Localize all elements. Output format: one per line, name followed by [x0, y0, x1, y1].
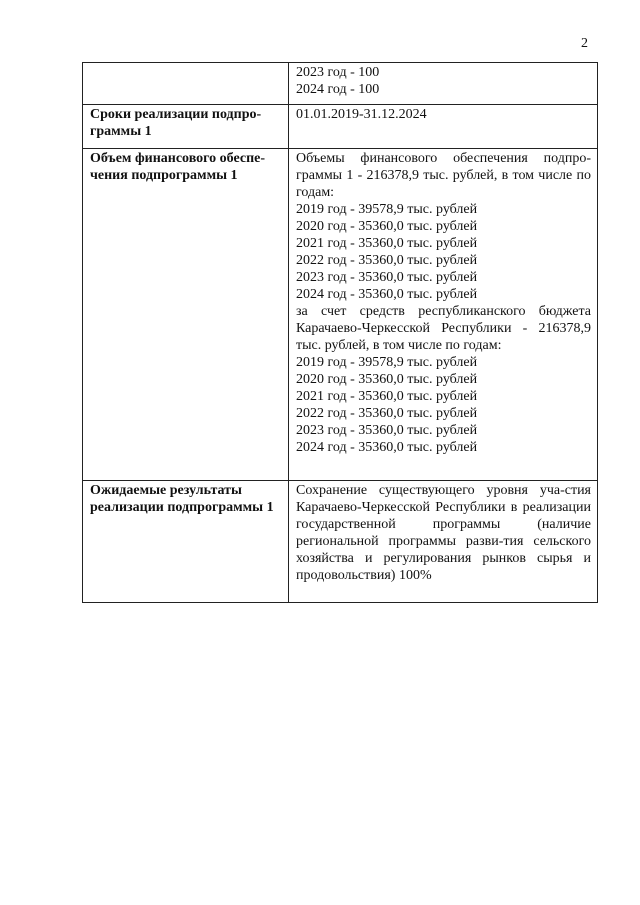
financing-year-2023: 2023 год - 35360,0 тыс. рублей: [296, 270, 478, 285]
row-value-expected-results: Сохранение существующего уровня уча-стия Карачаево-Черкесской Республики в реализации государственной программы (наличие региональной программы разви-тия сельского хозяйства и регулирования рынков сырья и продовольствия) 100%: [289, 481, 598, 603]
financing-year-2020: 2020 год - 35360,0 тыс. рублей: [296, 219, 478, 234]
target-line-2024: 2024 год - 100: [296, 82, 380, 97]
financing-intro: Объемы финансового обеспечения подпро-граммы 1 - 216378,9 тыс. рублей, в том числе по годам:: [296, 151, 591, 200]
budget-year-2020: 2020 год - 35360,0 тыс. рублей: [296, 372, 478, 387]
page-number: 2: [581, 36, 588, 51]
target-line-2023: 2023 год - 100: [296, 65, 380, 80]
financing-year-2022: 2022 год - 35360,0 тыс. рублей: [296, 253, 478, 268]
budget-year-2019: 2019 год - 39578,9 тыс. рублей: [296, 355, 478, 370]
budget-intro: за счет средств республиканского бюджета Карачаево-Черкесской Республики - 216378,9 тыс. рублей, в том числе по годам:: [296, 304, 591, 353]
financing-year-2024: 2024 год - 35360,0 тыс. рублей: [296, 287, 478, 302]
table-row-terms: [83, 105, 598, 149]
row-value-terms: 01.01.2019-31.12.2024: [289, 105, 598, 149]
budget-year-2023: 2023 год - 35360,0 тыс. рублей: [296, 423, 478, 438]
budget-year-2022: 2022 год - 35360,0 тыс. рублей: [296, 406, 478, 421]
table-row-financing: [83, 149, 598, 481]
budget-year-2024: 2024 год - 35360,0 тыс. рублей: [296, 440, 478, 455]
financing-year-2019: 2019 год - 39578,9 тыс. рублей: [296, 202, 478, 217]
subprogram-passport-table: [82, 62, 598, 603]
financing-year-2021: 2021 год - 35360,0 тыс. рублей: [296, 236, 478, 251]
table-row-expected-results: [83, 481, 598, 603]
row-label-terms: Сроки реализации подпро-граммы 1: [83, 105, 289, 149]
table-row-targets-continued: [83, 63, 598, 105]
row-value-financing: [289, 149, 598, 481]
row-label-financing: Объем финансового обеспе-чения подпрограммы 1: [83, 149, 289, 481]
row-value-targets: [289, 63, 598, 105]
budget-year-2021: 2021 год - 35360,0 тыс. рублей: [296, 389, 478, 404]
row-label-empty: [83, 63, 289, 105]
row-label-expected-results: Ожидаемые результаты реализации подпрограммы 1: [83, 481, 289, 603]
